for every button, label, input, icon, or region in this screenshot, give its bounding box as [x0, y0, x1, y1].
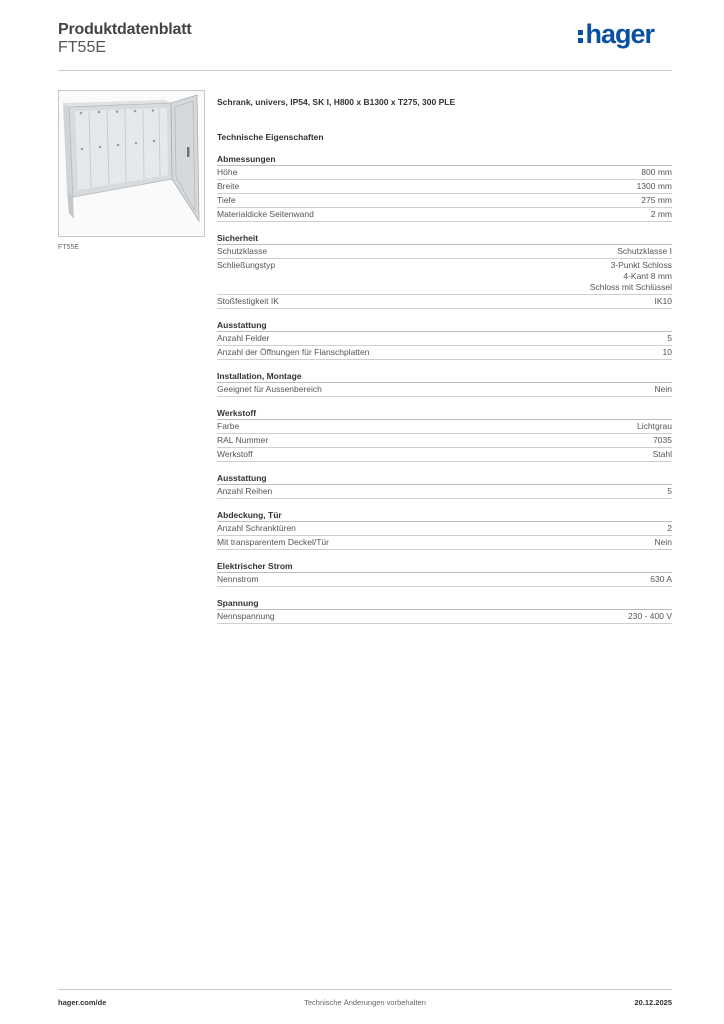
hager-logo[interactable] — [578, 21, 654, 47]
footer-disclaimer: Technische Änderungen vorbehalten — [304, 998, 426, 1007]
property-value-line: Stahl — [652, 449, 672, 459]
property-section — [217, 153, 672, 222]
section-title: Abmessungen — [217, 153, 672, 166]
property-value-line: 630 A — [650, 574, 672, 584]
property-label: Nennstrom — [217, 574, 259, 584]
property-value-line: 2 — [667, 523, 672, 533]
property-value — [641, 167, 672, 178]
property-label: Schutzklasse — [217, 246, 268, 256]
property-section — [217, 319, 672, 360]
property-value — [655, 384, 672, 395]
property-value-line: 4-Kant 8 mm — [623, 271, 672, 281]
property-value-line: Schutzklasse I — [617, 246, 672, 256]
property-value — [651, 209, 672, 220]
property-section — [217, 370, 672, 397]
property-label: Tiefe — [217, 195, 236, 205]
property-section — [217, 560, 672, 587]
property-value-line: Nein — [654, 537, 672, 547]
product-image — [58, 90, 205, 237]
document-title: Produktdatenblatt — [58, 21, 192, 38]
property-row — [217, 383, 672, 397]
property-value-line: Lichtgrau — [637, 421, 672, 431]
property-label: Mit transparentem Deckel/Tür — [217, 537, 329, 547]
property-value — [590, 260, 672, 293]
logo-text: hager — [585, 19, 654, 49]
property-value-line: 5 — [667, 486, 672, 496]
property-row — [217, 332, 672, 346]
page-footer — [58, 989, 672, 1011]
property-value — [617, 246, 672, 257]
property-section — [217, 232, 672, 309]
property-row — [217, 295, 672, 309]
property-label: Farbe — [217, 421, 240, 431]
property-value-line: Nein — [654, 384, 672, 394]
property-row — [217, 259, 672, 295]
property-row — [217, 434, 672, 448]
product-code: FT55E — [58, 39, 107, 56]
property-label: Höhe — [217, 167, 238, 177]
property-row — [217, 208, 672, 222]
property-label: Anzahl Schranktüren — [217, 523, 296, 533]
property-value — [650, 574, 672, 585]
property-row — [217, 194, 672, 208]
technical-properties-title: Technische Eigenschaften — [217, 132, 324, 142]
property-label: Stoßfestigkeit IK — [217, 296, 279, 306]
property-value-line: IK10 — [654, 296, 672, 306]
property-label: RAL Nummer — [217, 435, 269, 445]
page-header — [58, 20, 672, 71]
property-value-line: 5 — [667, 333, 672, 343]
cabinet-icon — [59, 91, 204, 236]
property-label: Schließungstyp — [217, 260, 276, 270]
property-section — [217, 509, 672, 550]
property-row — [217, 166, 672, 180]
section-title: Installation, Montage — [217, 370, 672, 383]
property-value-line: 275 mm — [641, 195, 672, 205]
property-value-line: Schloss mit Schlüssel — [589, 282, 672, 292]
property-value — [663, 347, 672, 358]
section-title: Ausstattung — [217, 472, 672, 485]
property-sections — [217, 153, 672, 624]
property-label: Anzahl der Öffnungen für Flanschplatten — [217, 347, 370, 357]
property-section — [217, 597, 672, 624]
property-value — [667, 486, 672, 497]
property-value — [655, 537, 672, 548]
property-value — [667, 523, 672, 534]
section-title: Spannung — [217, 597, 672, 610]
property-section — [217, 472, 672, 499]
property-value-line: 3-Punkt Schloss — [610, 260, 672, 270]
property-row — [217, 346, 672, 360]
property-value — [641, 195, 672, 206]
section-title: Werkstoff — [217, 407, 672, 420]
property-label: Anzahl Reihen — [217, 486, 273, 496]
section-title: Elektrischer Strom — [217, 560, 672, 573]
property-value — [653, 435, 672, 446]
section-title: Abdeckung, Tür — [217, 509, 672, 522]
property-row — [217, 245, 672, 259]
property-row — [217, 522, 672, 536]
property-label: Nennspannung — [217, 611, 275, 621]
footer-website-link[interactable]: hager.com/de — [58, 998, 107, 1007]
property-label: Anzahl Felder — [217, 333, 270, 343]
property-row — [217, 180, 672, 194]
logo-dots-icon — [578, 30, 583, 43]
property-value — [655, 296, 673, 307]
property-label: Materialdicke Seitenwand — [217, 209, 314, 219]
property-row — [217, 573, 672, 587]
section-title: Sicherheit — [217, 232, 672, 245]
property-value-line: 800 mm — [641, 167, 672, 177]
property-value — [637, 181, 672, 192]
property-row — [217, 485, 672, 499]
property-value-line: 7035 — [653, 435, 672, 445]
image-caption: FT55E — [58, 244, 80, 251]
property-value-line: 2 mm — [650, 209, 672, 219]
property-value-line: 1300 mm — [636, 181, 672, 191]
property-label: Werkstoff — [217, 449, 253, 459]
section-title: Ausstattung — [217, 319, 672, 332]
property-row — [217, 610, 672, 624]
property-label: Breite — [217, 181, 240, 191]
property-section — [217, 407, 672, 462]
product-details — [217, 96, 672, 624]
property-value — [637, 421, 672, 432]
property-row — [217, 448, 672, 462]
property-value — [628, 611, 672, 622]
property-row — [217, 536, 672, 550]
property-row — [217, 420, 672, 434]
property-value — [653, 449, 672, 460]
property-value — [667, 333, 672, 344]
property-value-line: 10 — [662, 347, 672, 357]
product-description: Schrank, univers, IP54, SK I, H800 x B1300 x T275, 300 PLE — [217, 97, 456, 107]
property-value-line: 230 - 400 V — [628, 611, 672, 621]
property-label: Geeignet für Aussenbereich — [217, 384, 322, 394]
footer-date: 20.12.2025 — [634, 998, 672, 1007]
